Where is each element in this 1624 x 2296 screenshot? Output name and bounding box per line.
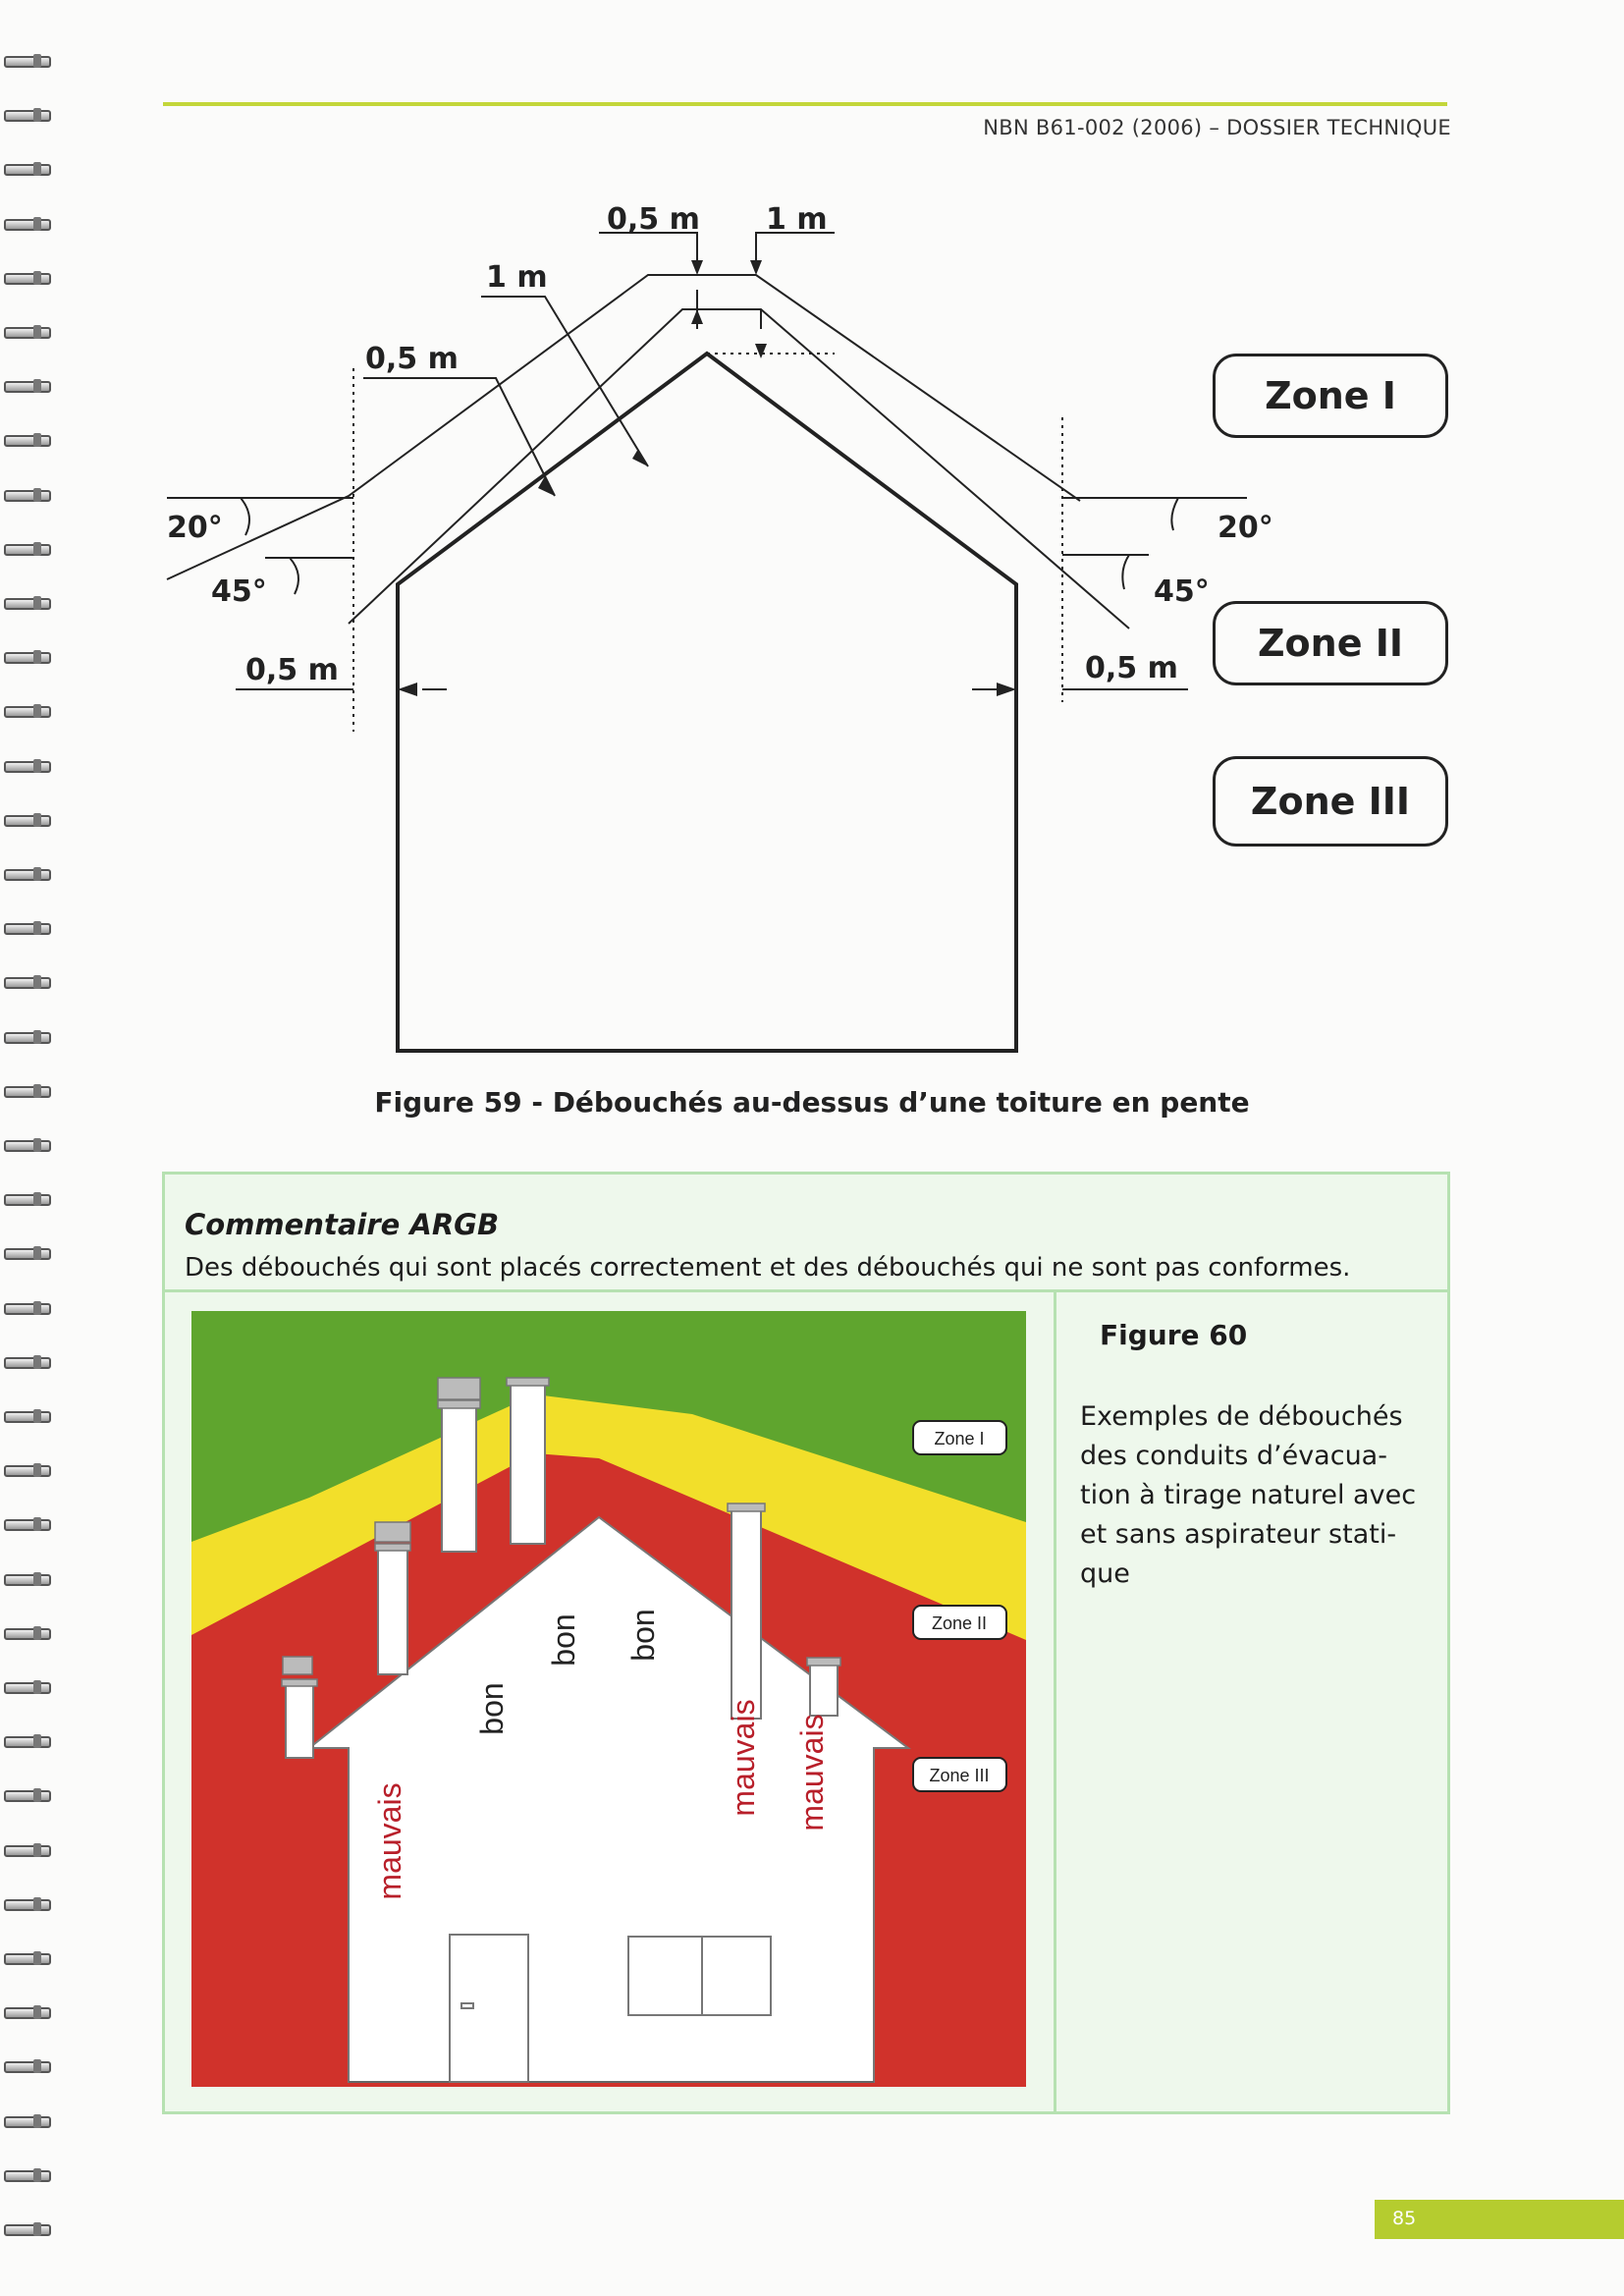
header-rule	[163, 102, 1447, 106]
binding-ring	[4, 1951, 53, 1965]
zone-ii-label: Zone II	[1213, 601, 1448, 685]
binding-ring	[4, 1030, 53, 1044]
comment-title: Commentaire ARGB	[185, 1208, 500, 1241]
binding-ring	[4, 1138, 53, 1152]
page-number-tab	[1375, 2200, 1624, 2239]
binding-ring	[4, 1572, 53, 1586]
comment-text: Des débouchés qui sont placés correctement et des débouchés qui ne sont pas conformes.	[185, 1253, 1351, 1283]
zone-tag-i: Zone I	[934, 1429, 985, 1449]
binding-ring	[4, 1788, 53, 1802]
binding-ring	[4, 271, 53, 285]
binding-ring	[4, 2114, 53, 2128]
binding-ring	[4, 542, 53, 556]
binding-ring	[4, 921, 53, 935]
window	[628, 1937, 771, 2015]
binding-ring	[4, 379, 53, 393]
binding-ring	[4, 1626, 53, 1640]
label-mauvais: mauvais	[372, 1782, 407, 1900]
binding-ring	[4, 2005, 53, 2019]
binding-ring	[4, 1301, 53, 1315]
binding-ring	[4, 108, 53, 122]
binding-ring	[4, 325, 53, 339]
binding-ring	[4, 488, 53, 502]
label-bon: bon	[474, 1682, 510, 1735]
page-number: 85	[1392, 2208, 1417, 2229]
binding-ring	[4, 975, 53, 989]
binding-ring	[4, 1897, 53, 1911]
figure-60-illustration	[191, 1311, 1026, 2087]
binding-ring	[4, 2222, 53, 2236]
figure-59-diagram	[147, 191, 1273, 1075]
binding-ring	[4, 1409, 53, 1423]
dim-top-05m: 0,5 m	[607, 202, 700, 237]
comment-divider	[165, 1289, 1447, 1292]
label-mauvais: mauvais	[726, 1699, 761, 1817]
chimney	[810, 1662, 838, 1716]
dim-right-05m: 0,5 m	[1085, 651, 1178, 685]
binding-ring	[4, 2059, 53, 2073]
chimney	[286, 1684, 313, 1758]
door-handle	[461, 2003, 473, 2008]
label-mauvais: mauvais	[794, 1714, 830, 1831]
binding-ring	[4, 704, 53, 718]
label-bon: bon	[625, 1609, 661, 1662]
zone-iii-label: Zone III	[1213, 756, 1448, 847]
zone-tag-ii: Zone II	[931, 1613, 988, 1633]
binding-ring	[4, 54, 53, 68]
binding-ring	[4, 813, 53, 827]
chimney	[731, 1507, 761, 1719]
binding-ring	[4, 1246, 53, 1260]
zone-i-label: Zone I	[1213, 354, 1448, 438]
binding-ring	[4, 1517, 53, 1531]
dim-mid-1m: 1 m	[486, 260, 548, 295]
chimney	[378, 1547, 407, 1674]
figure-59-caption: Figure 59 - Débouchés au-dessus d’une toiture en pente	[374, 1086, 1250, 1119]
dim-left-05m: 0,5 m	[245, 653, 339, 687]
label-bon: bon	[546, 1613, 581, 1667]
binding-ring	[4, 1355, 53, 1369]
comment-column-divider	[1054, 1289, 1056, 2111]
binding-ring	[4, 162, 53, 176]
binding-ring	[4, 1192, 53, 1206]
running-header: NBN B61-002 (2006) – DOSSIER TECHNIQUE	[983, 116, 1451, 139]
angle-right-20: 20°	[1218, 511, 1273, 545]
binding-ring	[4, 217, 53, 231]
binding-ring	[4, 759, 53, 773]
binding-ring	[4, 2168, 53, 2182]
figure-60-description: Exemples de débouchés des conduits d’évacuation à tirage naturel avec et sans aspirateur statique	[1080, 1401, 1417, 1589]
chimney	[442, 1404, 476, 1552]
binding-ring	[4, 1843, 53, 1857]
binding-ring	[4, 1680, 53, 1694]
dim-mid-05m: 0,5 m	[365, 342, 459, 376]
binding-ring	[4, 596, 53, 610]
angle-left-20: 20°	[167, 511, 223, 545]
dim-top-1m: 1 m	[766, 202, 828, 237]
binding-ring	[4, 650, 53, 664]
zone-tag-iii: Zone III	[929, 1766, 990, 1785]
binding-ring	[4, 867, 53, 881]
binding-ring	[4, 1463, 53, 1477]
binding-ring	[4, 1734, 53, 1748]
angle-right-45: 45°	[1154, 574, 1210, 609]
chimney	[511, 1382, 545, 1544]
angle-left-45: 45°	[211, 574, 267, 609]
binding-ring	[4, 433, 53, 447]
house-outline	[398, 354, 1016, 1051]
figure-60-title: Figure 60	[1100, 1319, 1248, 1351]
